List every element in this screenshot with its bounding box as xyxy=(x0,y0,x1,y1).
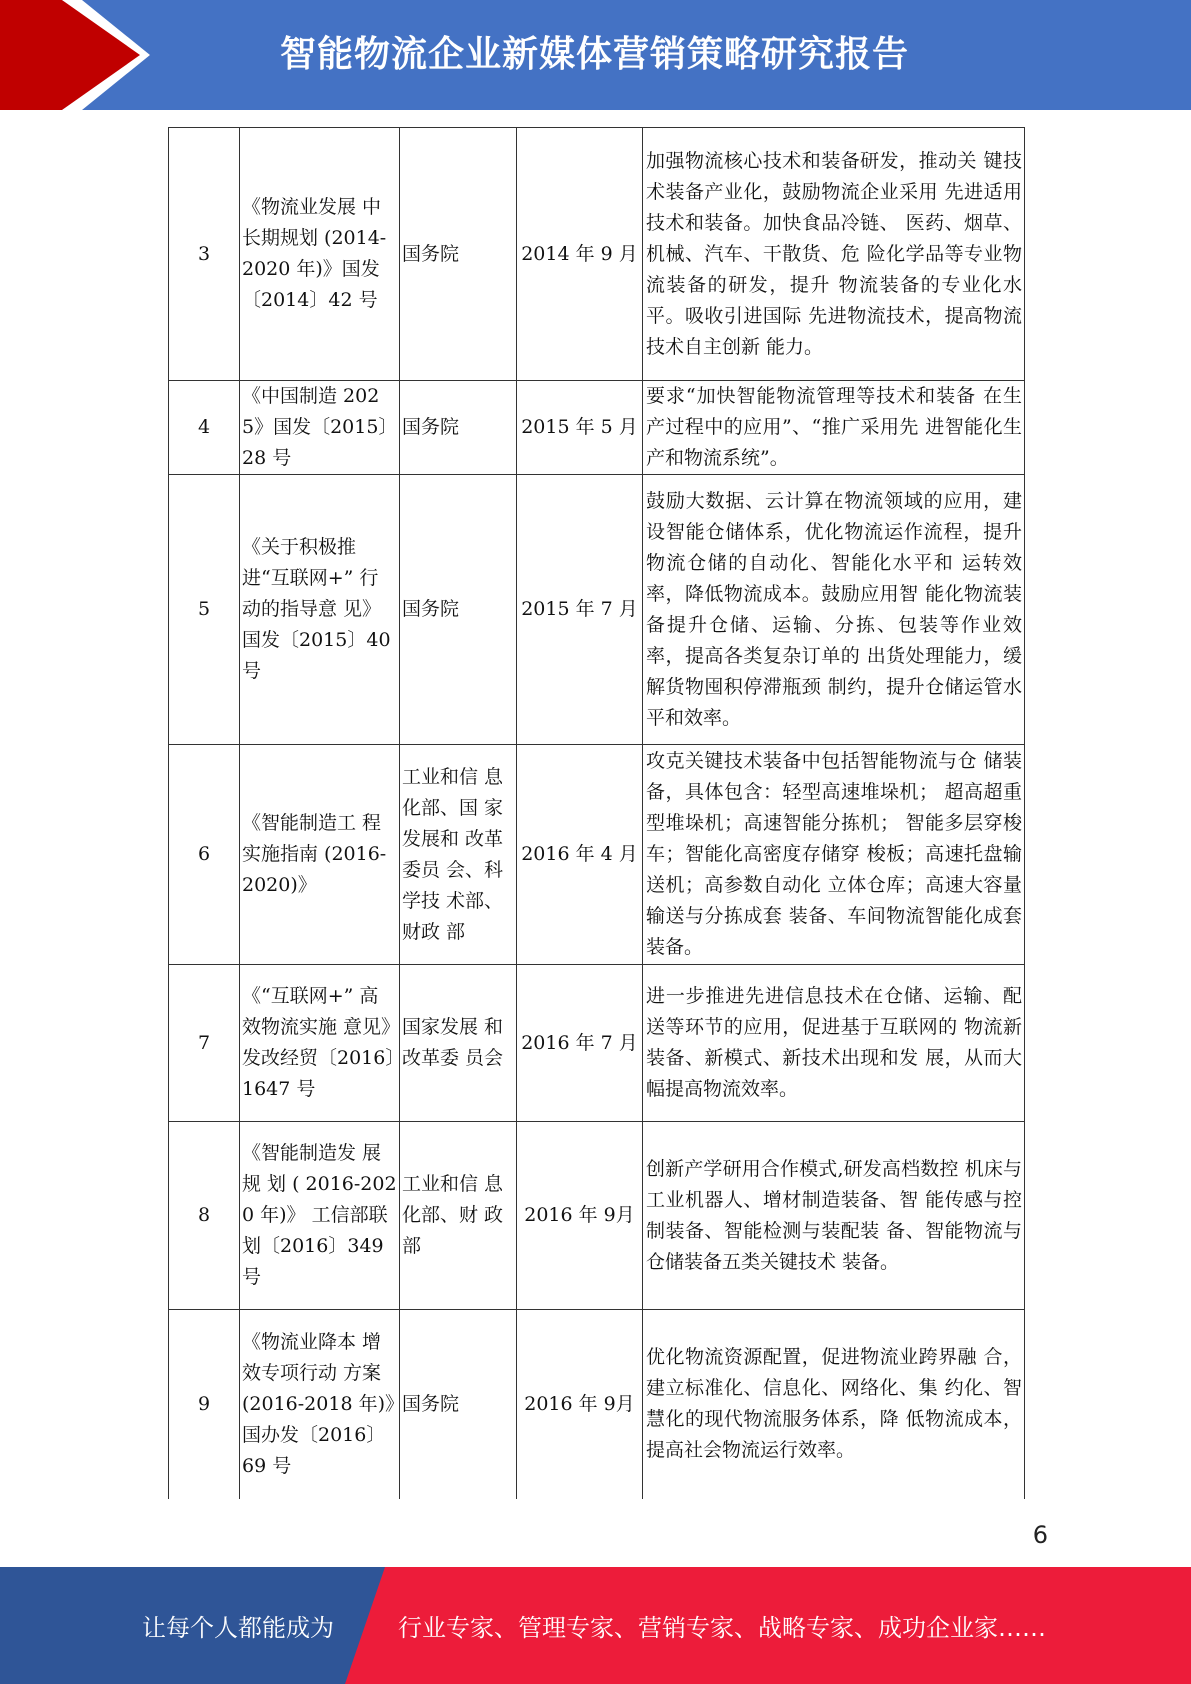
policy-name: 《“互联网+” 高效物流实施 意见》发改经贸〔2016〕1647 号 xyxy=(240,965,400,1122)
header-banner xyxy=(0,0,1191,110)
policy-name: 《智能制造发 展规 划 ( 2016-2020 年)》 工信部联 划〔2016〕349 号 xyxy=(240,1122,400,1310)
policy-name: 《物流业发展 中长期规划 (2014-2020 年)》国发〔2014〕42 号 xyxy=(240,128,400,381)
row-number: 9 xyxy=(169,1310,240,1499)
issuing-department: 国务院 xyxy=(400,381,517,475)
issue-date: 2016 年 9月 xyxy=(517,1122,643,1310)
issuing-department: 工业和信 息化部、财 政部 xyxy=(400,1122,517,1310)
report-title: 智能物流企业新媒体营销策略研究报告 xyxy=(280,34,910,75)
issuing-department: 国家发展 和改革委 员会 xyxy=(400,965,517,1122)
row-number: 6 xyxy=(169,745,240,965)
table-row xyxy=(169,381,1025,475)
policy-table xyxy=(168,127,1024,1499)
row-number: 5 xyxy=(169,475,240,745)
row-number: 7 xyxy=(169,965,240,1122)
policy-name: 《关于积极推 进“互联网+” 行动的指导意 见》国发〔2015〕40 号 xyxy=(240,475,400,745)
issue-date: 2016 年 7 月 xyxy=(517,965,643,1122)
row-number: 8 xyxy=(169,1122,240,1310)
table-row xyxy=(169,475,1025,745)
table-row xyxy=(169,1122,1025,1310)
policy-name: 《智能制造工 程实施指南 (2016-2020)》 xyxy=(240,745,400,965)
issue-date: 2015 年 7 月 xyxy=(517,475,643,745)
row-number: 3 xyxy=(169,128,240,381)
issue-date: 2015 年 5 月 xyxy=(517,381,643,475)
policy-content: 攻克关键技术装备中包括智能物流与仓 储装备，具体包含：轻型高速堆垛机； 超高超重型堆垛机；高速智能分拣机； 智能多层穿梭车；智能化高密度存储穿 梭板；高速托盘输送机；高参数自动化 立体仓库；高速大容量输送与分拣成套 装备、车间物流智能化成套装备。 xyxy=(643,745,1025,965)
footer-banner xyxy=(0,1567,1191,1684)
issuing-department: 国务院 xyxy=(400,1310,517,1499)
issue-date: 2014 年 9 月 xyxy=(517,128,643,381)
policy-content: 鼓励大数据、云计算在物流领域的应用，建设智能仓储体系，优化物流运作流程，提升物流仓储的自动化、智能化水平和 运转效率，降低物流成本。鼓励应用智 能化物流装备提升仓储、运输、分拣、包装等作业效率，提高各类复杂订单的 出货处理能力，缓解货物囤积停滞瓶颈 制约，提升仓储运管水平和效率。 xyxy=(643,475,1025,745)
chevron-arrow-icon xyxy=(0,0,160,110)
policy-content: 优化物流资源配置，促进物流业跨界融 合，建立标准化、信息化、网络化、集 约化、智慧化的现代物流服务体系，降 低物流成本，提高社会物流运行效率。 xyxy=(643,1310,1025,1499)
policy-content: 要求“加快智能物流管理等技术和装备 在生产过程中的应用”、“推广采用先 进智能化生产和物流系统”。 xyxy=(643,381,1025,475)
issue-date: 2016 年 4 月 xyxy=(517,745,643,965)
issue-date: 2016 年 9月 xyxy=(517,1310,643,1499)
footer-slogan-right: 行业专家、管理专家、营销专家、战略专家、成功企业家…… xyxy=(398,1614,1046,1642)
policy-name: 《中国制造 2025》国发〔2015〕28 号 xyxy=(240,381,400,475)
policy-content: 进一步推进先进信息技术在仓储、运输、配送等环节的应用，促进基于互联网的 物流新装备、新模式、新技术出现和发 展，从而大幅提高物流效率。 xyxy=(643,965,1025,1122)
table-row xyxy=(169,1310,1025,1499)
table-row xyxy=(169,965,1025,1122)
footer-slogan-left: 让每个人都能成为 xyxy=(142,1614,334,1642)
policy-name: 《物流业降本 增效专项行动 方案 (2016-2018 年)》国办发〔2016〕69 号 xyxy=(240,1310,400,1499)
row-number: 4 xyxy=(169,381,240,475)
page-number: 6 xyxy=(1032,1521,1048,1549)
issuing-department: 工业和信 息化部、国 家发展和 改革委员 会、科学技 术部、财政 部 xyxy=(400,745,517,965)
policy-content: 创新产学研用合作模式,研发高档数控 机床与工业机器人、增材制造装备、智 能传感与控制装备、智能检测与装配装 备、智能物流与仓储装备五类关键技术 装备。 xyxy=(643,1122,1025,1310)
table-row xyxy=(169,745,1025,965)
table-row xyxy=(169,128,1025,381)
issuing-department: 国务院 xyxy=(400,475,517,745)
issuing-department: 国务院 xyxy=(400,128,517,381)
policy-content: 加强物流核心技术和装备研发，推动关 键技术装备产业化，鼓励物流企业采用 先进适用技术和装备。加快食品冷链、 医药、烟草、机械、汽车、干散货、危 险化学品等专业物流装备的研发，提升 物流装备的专业化水平。吸收引进国际 先进物流技术，提高物流技术自主创新 能力。 xyxy=(643,128,1025,381)
